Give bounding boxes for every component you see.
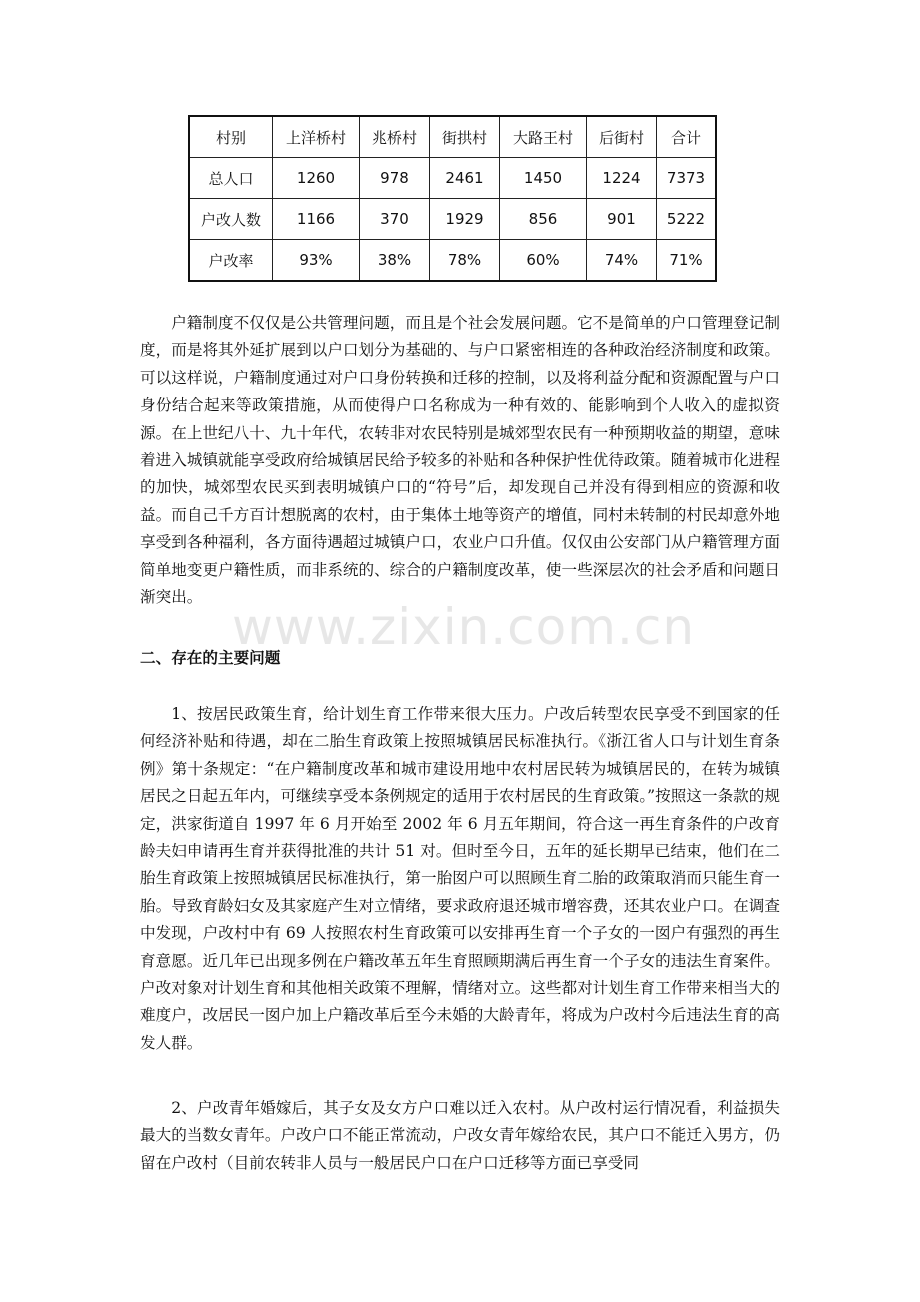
table-header-cell: 后街村	[587, 116, 657, 158]
paragraph-marriage	[140, 1095, 780, 1177]
table-header-cell: 合计	[657, 116, 717, 158]
table-row	[189, 240, 716, 282]
table-cell: 户改率	[189, 240, 273, 282]
table-cell: 1224	[587, 158, 657, 199]
table-cell: 总人口	[189, 158, 273, 199]
table-cell: 74%	[587, 240, 657, 282]
table-header-cell: 兆桥村	[360, 116, 430, 158]
table-row	[189, 158, 716, 199]
table-cell: 1260	[273, 158, 360, 199]
paragraph-household-system	[140, 310, 780, 611]
table-cell: 5222	[657, 199, 717, 240]
table-cell: 71%	[657, 240, 717, 282]
table-cell: 1929	[430, 199, 500, 240]
section-heading: 二、存在的主要问题	[140, 649, 281, 667]
table-cell: 856	[500, 199, 587, 240]
watermark: www.zixin.com.cn	[232, 598, 696, 656]
table-header-cell: 大路王村	[500, 116, 587, 158]
paragraph-text: 户籍制度不仅仅是公共管理问题，而且是个社会发展问题。它不是简单的户口管理登记制度，而是将其外延扩展到以户口划分为基础的、与户口紧密相连的各种政治经济制度和政策。可以这样说，户籍制度通过对户口身份转换和迁移的控制，以及将利益分配和资源配置与户口身份结合起来等政策措施，从而使得户口名称成为一种有效的、能影响到个人收入的虚拟资源。在上世纪八十、九十年代，农转非对农民特别是城郊型农民有一种预期收益的期望，意味着进入城镇就能享受政府给城镇居民给予较多的补贴和各种保护性优待政策。随着城市化进程的加快，城郊型农民买到表明城镇户口的“符号”后，却发现自己并没有得到相应的资源和收益。而自己千方百计想脱离的农村，由于集体土地等资产的增值，同村未转制的村民却意外地享受到各种福利，各方面待遇超过城镇户口，农业户口升值。仅仅由公安部门从户籍管理方面简单地变更户籍性质，而非系统的、综合的户籍制度改革，使一些深层次的社会矛盾和问题日渐突出。	[140, 314, 780, 607]
table-header-row	[189, 116, 716, 158]
paragraph-birth-policy	[140, 701, 780, 1057]
table-cell: 1166	[273, 199, 360, 240]
table-row	[189, 199, 716, 240]
table-cell: 370	[360, 199, 430, 240]
table-cell: 户改人数	[189, 199, 273, 240]
table-cell: 60%	[500, 240, 587, 282]
table-cell: 38%	[360, 240, 430, 282]
table-cell: 7373	[657, 158, 717, 199]
table-cell: 93%	[273, 240, 360, 282]
table-header-cell: 上洋桥村	[273, 116, 360, 158]
paragraph-text: 2、户改青年婚嫁后，其子女及女方户口难以迁入农村。从户改村运行情况看，利益损失最大的当数女青年。户改户口不能正常流动，户改女青年嫁给农民，其户口不能迁入男方，仍留在户改村（目前农转非人员与一般居民户口在户口迁移等方面已享受同	[140, 1099, 780, 1172]
table-cell: 2461	[430, 158, 500, 199]
household-reform-table	[188, 115, 717, 282]
table-cell: 78%	[430, 240, 500, 282]
table-cell: 1450	[500, 158, 587, 199]
paragraph-text: 1、按居民政策生育，给计划生育工作带来很大压力。户改后转型农民享受不到国家的任何经济补贴和待遇，却在二胎生育政策上按照城镇居民标准执行。《浙江省人口与计划生育条例》第十条规定：“在户籍制度改革和城市建设用地中农村居民转为城镇居民的，在转为城镇居民之日起五年内，可继续享受本条例规定的适用于农村居民的生育政策。”按照这一条款的规定，洪家街道自 1997 年 6 月开始至 2002 年 6 月五年期间，符合这一再生育条件的户改育龄夫妇申请再生育并获得批准的共计 51 对。但时至今日，五年的延长期早已结束，他们在二胎生育政策上按照城镇居民标准执行，第一胎囡户可以照顾生育二胎的政策取消而只能生育一胎。导致育龄妇女及其家庭产生对立情绪，要求政府退还城市增容费，还其农业户口。在调查中发现，户改村中有 69 人按照农村生育政策可以安排再生育一个子女的一囡户有强烈的再生育意愿。近几年已出现多例在户籍改革五年生育照顾期满后再生育一个子女的违法生育案件。户改对象对计划生育和其他相关政策不理解，情绪对立。这些都对计划生育工作带来相当大的难度户，改居民一囡户加上户籍改革后至今未婚的大龄青年，将成为户改村今后违法生育的高发人群。	[140, 705, 780, 1052]
table-header-cell: 街拱村	[430, 116, 500, 158]
table-cell: 978	[360, 158, 430, 199]
table-cell: 901	[587, 199, 657, 240]
table-header-cell: 村别	[189, 116, 273, 158]
